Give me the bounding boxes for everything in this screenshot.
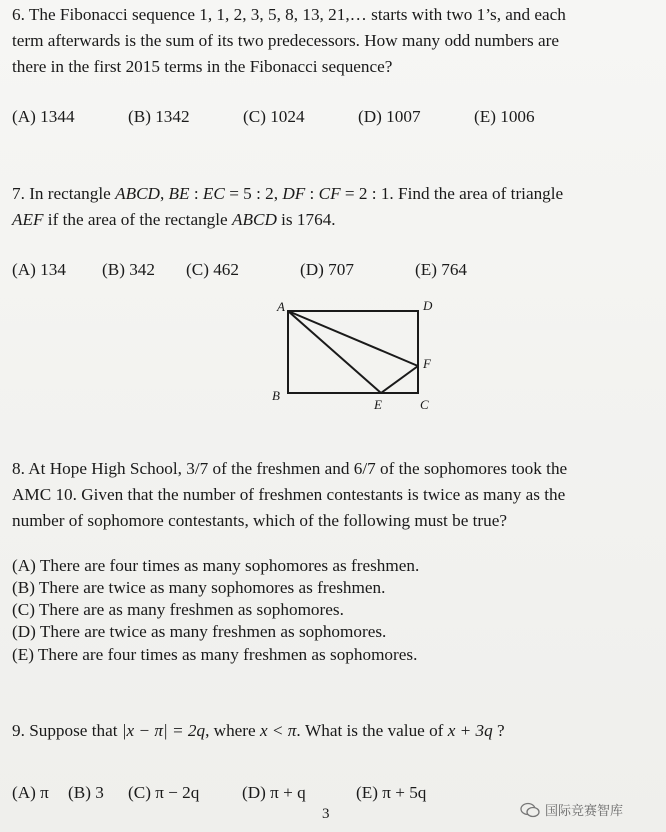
q9-option-c: (C) π − 2q	[128, 783, 200, 802]
label-d: D	[423, 298, 433, 313]
q6-option-c: (C) 1024	[243, 107, 305, 126]
q9-condition: x < π	[259, 721, 297, 740]
q8-line-1: 8. At Hope High School, 3/7 of the freshmen and 6/7 of the sophomores took the	[12, 459, 568, 478]
q6-option-b: (B) 1342	[128, 107, 190, 126]
q6-line-1: 6. The Fibonacci sequence 1, 1, 2, 3, 5, 8, 13, 21,… starts with two 1’s, and each	[12, 5, 566, 24]
q7-sep: ,	[159, 184, 169, 203]
page-number: 3	[322, 806, 330, 822]
q6-option-e: (E) 1006	[474, 107, 535, 126]
q7-cf: CF	[318, 184, 341, 203]
q9-line-1	[12, 720, 505, 742]
chat-bubble-icon	[520, 802, 540, 818]
q9-asked-expr: x + 3q	[447, 721, 493, 740]
q9-abs-expr: |x − π| = 2q	[121, 721, 206, 740]
q8-option-a: (A) There are four times as many sophomores as freshmen.	[12, 556, 420, 575]
label-a: A	[277, 299, 285, 314]
label-f: F	[423, 356, 431, 371]
q8-option-c: (C) There are as many freshmen as sophomores.	[12, 600, 344, 619]
q7-colon-2: :	[305, 184, 319, 203]
q8-option-b: (B) There are twice as many sophomores as freshmen.	[12, 578, 386, 597]
q7-option-d: (D) 707	[300, 260, 354, 279]
q6-line-3: there in the first 2015 terms in the Fibonacci sequence?	[12, 57, 393, 76]
q7-be: BE	[168, 184, 190, 203]
q7-val-2: = 2 : 1. Find the area of triangle	[340, 184, 564, 203]
q7-rectangle-diagram	[260, 296, 460, 416]
q7-option-c: (C) 462	[186, 260, 239, 279]
q7-option-e: (E) 764	[415, 260, 468, 279]
q9-option-b: (B) 3	[68, 783, 104, 802]
q7-line2-mid: if the area of the rectangle	[43, 210, 232, 229]
q7-line-1	[12, 183, 563, 205]
q9-option-d: (D) π + q	[242, 783, 306, 802]
q7-aef: AEF	[12, 210, 44, 229]
label-c: C	[420, 397, 429, 412]
q9-text-pre: 9. Suppose that	[12, 721, 122, 740]
q9-text-post: . What is the value of	[296, 721, 448, 740]
q7-abcd-2: ABCD	[231, 210, 277, 229]
q6-option-a: (A) 1344	[12, 107, 75, 126]
q9-option-a: (A) π	[12, 783, 49, 802]
q8-line-3: number of sophomore contestants, which of the following must be true?	[12, 511, 507, 530]
q7-df: DF	[282, 184, 306, 203]
q9-text-end: ?	[492, 721, 505, 740]
q7-option-b: (B) 342	[102, 260, 155, 279]
segment-af	[288, 311, 418, 366]
segment-ae	[288, 311, 381, 393]
watermark	[520, 800, 623, 819]
q8-option-d: (D) There are twice as many freshmen as sophomores.	[12, 622, 387, 641]
q7-option-a: (A) 134	[12, 260, 66, 279]
q7-ec: EC	[202, 184, 225, 203]
watermark-text: 国际竞赛智库	[545, 803, 624, 818]
q8-line-2: AMC 10. Given that the number of freshmen contestants is twice as many as the	[12, 485, 566, 504]
q6-option-d: (D) 1007	[358, 107, 421, 126]
q9-option-e: (E) π + 5q	[356, 783, 427, 802]
segment-ef	[381, 366, 418, 393]
q7-text-pre: 7. In rectangle	[12, 184, 116, 203]
q6-line-2: term afterwards is the sum of its two predecessors. How many odd numbers are	[12, 31, 559, 50]
label-b: B	[272, 388, 280, 403]
q7-line-2	[12, 209, 336, 231]
q7-abcd: ABCD	[115, 184, 160, 203]
q9-text-mid: , where	[205, 721, 260, 740]
q8-option-e: (E) There are four times as many freshmen as sophomores.	[12, 645, 418, 664]
label-e: E	[374, 397, 382, 412]
q7-line2-end: is 1764.	[276, 210, 336, 229]
q7-val-1: = 5 : 2,	[224, 184, 283, 203]
q7-colon-1: :	[189, 184, 203, 203]
